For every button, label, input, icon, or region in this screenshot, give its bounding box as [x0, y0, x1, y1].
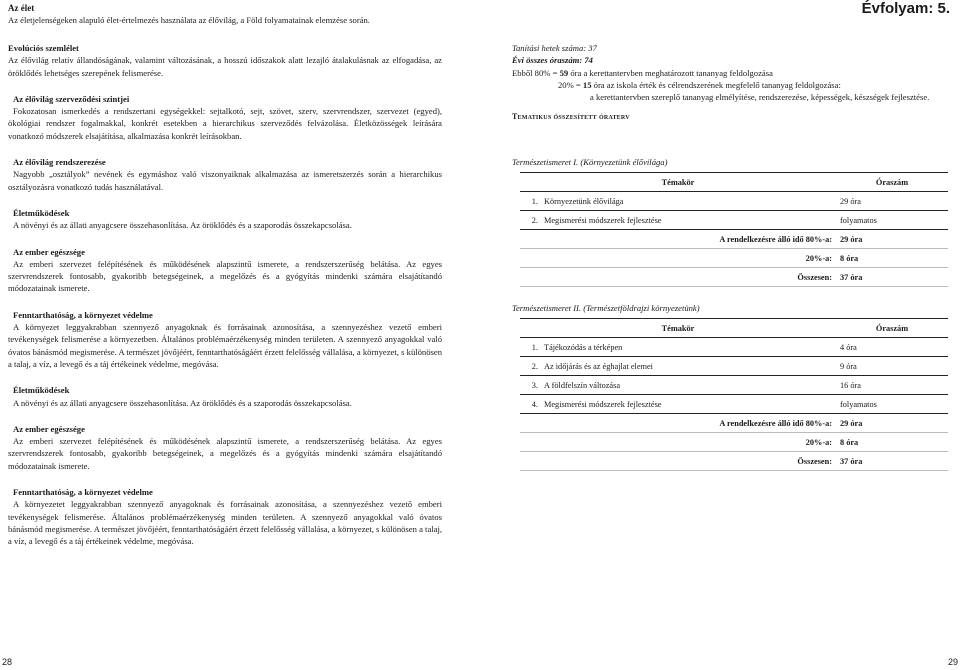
- section: [8, 486, 442, 547]
- section: [8, 309, 442, 370]
- table-row: 3. A földfelszín változása 16 óra: [520, 376, 948, 395]
- table1-sum-row: Összesen: 37 óra: [520, 268, 948, 287]
- section-text: Fokozatosan ismerkedés a rendszertani egységekkel: sejtalkotó, sejt, szövet, szerv, szervrendszer, szervezet (egyed), ökológiai rendszer fogalmakkal, konkrét esetekben a hierarchikus szerveződés felvázolása. Életközösségek leírására vonatkozó módszerek elsajátítása, alkalmazása konkrét leírásokban.: [8, 106, 442, 141]
- hours-block: [512, 42, 952, 124]
- section-title: Az élővilág rendszerezése: [13, 157, 106, 168]
- section-title: Evolúciós szemlélet: [8, 43, 79, 53]
- table-row: 1. Tájékozódás a térképen 4 óra: [520, 338, 948, 357]
- section-text: A környezet leggyakrabban szennyező anyagoknak és forrásainak azonosítása, a szennyezéshez vezető emberi tevékenységek felismerése a környezetben. Általános problémaérzékenység minden területen. A szennyező anyagokkal való óvatos bánásmód megismerése. A természet jövőjéért, fenntarthatóságáért érzett felelősség vállalása, a környezet, s különösen a talaj, a víz, a levegő és a táj értékeinek védelme, megóvása.: [8, 322, 442, 369]
- table1-col-hours: Óraszám: [836, 173, 948, 192]
- page-number-left: 28: [2, 657, 13, 667]
- table2-sum-row: 20%-a: 8 óra: [520, 433, 948, 452]
- section: [8, 93, 442, 142]
- page-subtitle: Az életjelenségeken alapuló élet-értelmezés használata az élővilág, a Föld folyamatainak elemzése során.: [8, 15, 370, 26]
- section: [8, 384, 442, 409]
- section-text: Nagyobb „osztályok” nevének és egymáshoz való viszonyaiknak alkalmazása az ismeretszerzés során a hierarchikus osztályozásra vonatkozó tudás használatával.: [8, 169, 442, 192]
- section-title: Fenntarthatóság, a környezet védelme: [13, 487, 153, 498]
- section-text: A környezetet leggyakrabban szennyező anyagoknak és forrásainak azonosítása, a szennyezéshez vezető emberi tevékenységek felismerése. Általános problémaérzékenység minden területen. A szennyező anyagokkal való óvatos bánásmód megismerése. A természet jövőjéért, fenntarthatóságáért érzett felelősség vállalása, a környezet, s különösen a talaj, a víz, a levegő és a táj értékeinek védelme, megóvása.: [8, 499, 442, 547]
- section-title: Az ember egészsége: [13, 246, 85, 257]
- table2-col-hours: Óraszám: [836, 319, 948, 338]
- section: [8, 246, 442, 295]
- section-text: Az emberi szervezet felépítésének és működésének alapszintű ismerete, a rendszerszerűség belátása. Az egyes szervrendszerek fontosabb, gyakoribb betegségeinek, a megelőzés és a gyógyítás mindenki számára elsajátítandó módozatainak ismerete.: [8, 436, 442, 471]
- table1-sum-row: A rendelkezésre álló idő 80%-a: 29 óra: [520, 230, 948, 249]
- table-row: 2. Az időjárás és az éghajlat elemei 9 óra: [520, 357, 948, 376]
- left-column: [8, 42, 442, 548]
- annual-hours: Évi összes óraszám: 74: [512, 55, 593, 66]
- table1-sum-row: 20%-a: 8 óra: [520, 249, 948, 268]
- table1-caption: Természetismeret I. (Környezetünk élővilága): [512, 157, 668, 167]
- table2-col-topic: Témakör: [520, 319, 836, 338]
- hours-20-detail: a kerettantervben szereplő tananyag elmélyítése, rendszerezése, képességek, készségek fejlesztése.: [590, 92, 930, 103]
- page-number-right: 29: [947, 657, 958, 667]
- table-row: 4. Megismerési módszerek fejlesztése folyamatos: [520, 395, 948, 414]
- section-text: Az emberi szervezet felépítésének és működésének alapszintű ismerete, a rendszerszerűség belátása. Az egyes szervrendszerek fontosabb, gyakoribb betegségeinek, a megelőzés és a gyógyítás mindenki számára elsajátítandó módozatainak ismerete.: [8, 258, 442, 294]
- grade-label: Évfolyam: 5.: [861, 0, 950, 17]
- hours-80-line: Ebből 80% = 59 óra a kerettantervben meghatározott tananyag feldolgozása: [512, 67, 773, 78]
- teaching-weeks: Tanítási hetek száma: 37: [512, 43, 597, 53]
- section-text: A növényi és az állati anyagcsere összehasonlítása. Az öröklődés és a szaporodás összekapcsolása.: [13, 397, 352, 408]
- table2-sum-row: A rendelkezésre álló idő 80%-a: 29 óra: [520, 414, 948, 433]
- page-title: Az élet: [8, 3, 35, 13]
- hours-20-line: 20% = 15 óra az iskola érték és célrendszerének megfelelő tananyag feldolgozása:: [558, 79, 841, 90]
- table2-sum-row: Összesen: 37 óra: [520, 452, 948, 471]
- table1-col-topic: Témakör: [520, 173, 836, 192]
- section: [8, 207, 442, 232]
- section: [8, 423, 442, 472]
- section-title: Az ember egészsége: [13, 423, 85, 434]
- table-row: 2. Megismerési módszerek fejlesztése folyamatos: [520, 211, 948, 230]
- section-title: Az élővilág szerveződési szintjei: [13, 93, 130, 104]
- section-title: Fenntarthatóság, a környezet védelme: [13, 309, 153, 320]
- section-text: A növényi és az állati anyagcsere összehasonlítása. Az öröklődés és a szaporodás összekapcsolása.: [13, 220, 352, 231]
- table-row: 1. Környezetünk élővilága 29 óra: [520, 192, 948, 211]
- page-header: [8, 2, 488, 27]
- section-title: Életműködések: [13, 207, 70, 218]
- section: [8, 156, 442, 193]
- section-title: Életműködések: [13, 385, 70, 396]
- table2: [520, 318, 948, 471]
- table2-caption: Természetismeret II. (Természetföldrajzi környezetünk): [512, 303, 700, 313]
- section: [8, 42, 442, 79]
- overview-heading: Tematikus összesített óraterv: [512, 112, 630, 122]
- section-text: Az élővilág relatív állandóságának, valamint változásának, a hosszú időszakok alatt lezajló átalakulásnak az elfogadása, az öröklődés lehetséges szerepének felismerése.: [8, 55, 442, 78]
- table1: [520, 172, 948, 287]
